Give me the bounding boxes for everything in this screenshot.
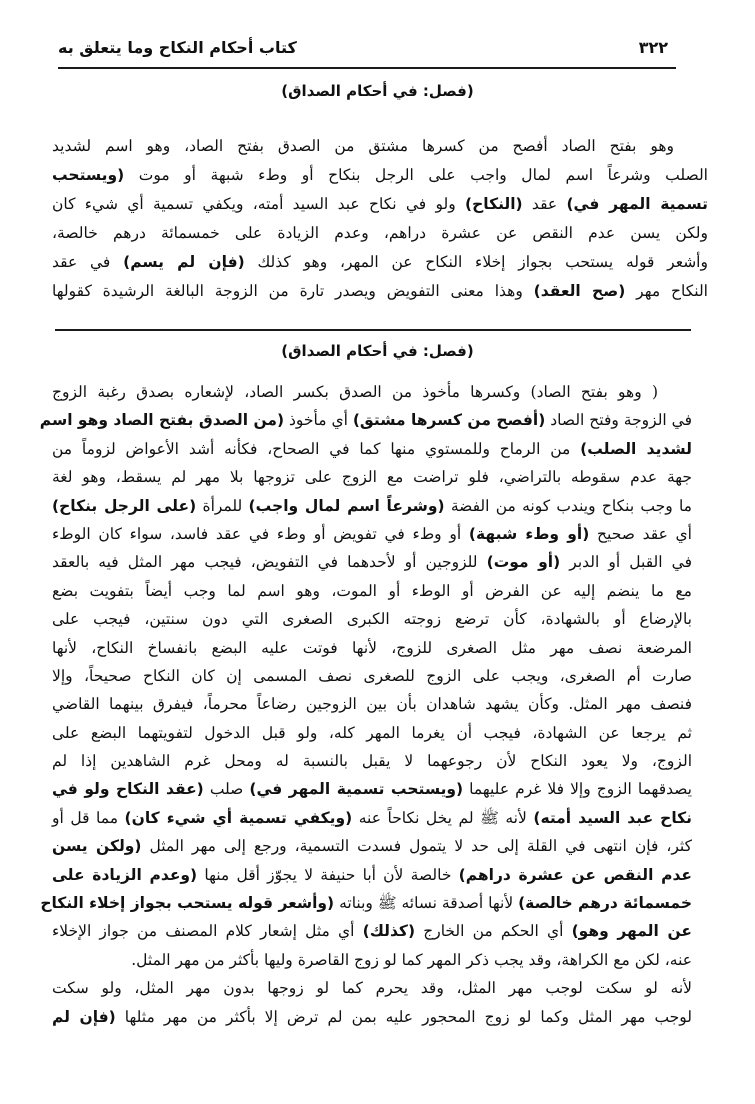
text-line <box>40 889 692 917</box>
text-line <box>52 161 708 190</box>
text-segment: وهذا معنى التفويض ويصدر تارة من الزوجة البالغة الرشيدة كقولها <box>52 282 534 300</box>
text-segment: أي مثل إشعار كلام المصنف من جواز الإخلاء <box>52 922 363 941</box>
text-line <box>52 548 692 576</box>
quoted-matn-phrase: (وأشعر قوله يستحب بجواز إخلاء النكاح <box>40 894 335 913</box>
text-line <box>52 277 708 306</box>
text-segment: لأنها أصدقة نسائه ﷺ وبناته <box>334 894 519 913</box>
text-line <box>39 406 692 434</box>
text-segment: يصدقهما الزوج وإلا فلا غرم عليهما <box>463 780 692 799</box>
text-segment: أي عقد صحيح <box>589 524 692 543</box>
quoted-matn-phrase: (كذلك) <box>362 922 416 941</box>
text-segment: جهة عدم سقوطه بالتراضي، فلو تراضت مع الزوج على تزوجها بلا مهر لم يسقط، وهو لغة <box>52 468 692 487</box>
text-segment: وأشعر قوله يستحب بجواز إخلاء النكاح عن المهر، وهو كذلك <box>244 253 708 271</box>
matn-text-block <box>52 132 708 306</box>
text-line <box>52 190 708 219</box>
text-segment: الزوج، ولا يعود النكاح لأن رجوعهما لا يقبل بالنسبة له ومحل غرم الشاهدين إذا لم <box>52 752 692 771</box>
text-segment: فنصف مهر المثل. وكأن يشهد شاهدان بأن بين الزوجين رضاعاً محرماً، فيفرق بينهما القاضي <box>52 695 692 714</box>
text-line <box>52 1003 692 1031</box>
text-line <box>52 634 692 662</box>
text-segment: للمرأة <box>196 496 249 515</box>
text-line <box>52 520 692 548</box>
text-segment: للزوجين أو لأحدهما في التفويض، فيجب مهر المثل فيه بالعقد <box>52 553 487 572</box>
quoted-matn-phrase: (صح العقد) <box>533 282 626 300</box>
quoted-matn-phrase: عن المهر وهو) <box>571 922 692 941</box>
running-header <box>58 34 676 62</box>
text-segment: الصلب وشرعاً اسم لمال واجب على الرجل بنكاح أو وطء شبهة أو موت <box>124 166 708 184</box>
text-segment: عقد <box>522 195 567 213</box>
text-line <box>52 917 692 945</box>
text-line <box>52 775 692 803</box>
text-line <box>52 605 692 633</box>
text-line <box>52 492 692 520</box>
text-segment: ثم يرجعا عن الشهادة، فيجب أن يغرما المهر كله، ولو قبل الدخول لتفويتهما البضع على <box>52 723 692 742</box>
text-segment: ولكن يسن عدم النقص عن عشرة دراهم، وعدم الزيادة على خمسمائة درهم خالصة، <box>52 224 708 242</box>
quoted-matn-phrase: (عقد النكاح ولو في <box>52 780 204 799</box>
quoted-matn-phrase: (على الرجل بنكاح) <box>52 496 197 515</box>
quoted-matn-phrase: (فإن لم <box>52 1007 116 1026</box>
text-segment: المرضعة نصف مهر مثل الصغرى للزوج، لأنها فوتت عليه البضع بانفساخ النكاح، لأنها <box>52 638 692 657</box>
text-line <box>52 861 692 889</box>
text-segment: خالصة لأن أبا حنيفة لا يجوّز أقل منها <box>197 865 459 884</box>
text-segment: في القبل أو الدبر <box>560 553 692 572</box>
quoted-matn-phrase: تسمية المهر في) <box>566 195 708 213</box>
text-segment: مما قل أو <box>52 808 125 827</box>
text-segment: صلب <box>203 780 250 799</box>
text-line <box>52 832 692 860</box>
header-rule <box>58 67 676 69</box>
text-line <box>52 248 708 277</box>
text-segment: مع ما ينضم إليه عن الفرض أو الوطء أو الموت، وهو اسم لما وجب أيضاً بتفويت بضع <box>52 581 692 600</box>
text-segment: وهو بفتح الصاد أفصح من كسرها مشتق من الصدق بفتح الصاد، وهو اسم لشديد <box>52 137 674 155</box>
matn-section-heading: (فصل: في أحكام الصداق) <box>281 82 474 100</box>
text-line <box>52 662 692 690</box>
quoted-matn-phrase: (ويستحب تسمية المهر في) <box>249 780 464 799</box>
matn-sharh-separator <box>55 329 691 331</box>
quoted-matn-phrase: (النكاح) <box>465 195 523 213</box>
text-line <box>52 463 692 491</box>
quoted-matn-phrase: (وعدم الزيادة على <box>52 865 198 884</box>
quoted-matn-phrase: (ولكن يسن <box>52 837 142 856</box>
text-segment: أي الحكم من الخارج <box>415 922 572 941</box>
quoted-matn-phrase: عدم النقص عن عشرة دراهم) <box>458 865 692 884</box>
text-segment: في الزوجة وفتح الصاد <box>545 411 692 430</box>
quoted-matn-phrase: (ويستحب <box>52 166 125 184</box>
text-line <box>52 690 692 718</box>
sharh-section-heading: (فصل: في أحكام الصداق) <box>281 342 474 360</box>
text-segment: أي مأخوذ <box>284 411 353 430</box>
text-segment: أو وطء في تفويض أو وطء في عقد فاسد، سواء كان الوطء <box>52 524 469 543</box>
page-number: ٣٢٢ <box>638 38 668 57</box>
text-segment: بالإرضاع أو بالشهادة، كأن ترضع زوجته الكبرى الصغرى التي دون سنتين، فيجب على <box>52 610 692 629</box>
text-segment: ولو في نكاح عبد السيد أمته، ويكفي تسمية أي شيء كان <box>52 195 465 213</box>
text-line <box>52 719 692 747</box>
text-segment: النكاح مهر <box>625 282 708 300</box>
quoted-matn-phrase: (ويكفي تسمية أي شيء كان) <box>124 808 353 827</box>
text-segment: ما وجب بنكاح ويندب كونه من الفضة <box>444 496 692 515</box>
text-line <box>52 435 692 463</box>
quoted-matn-phrase: خمسمائة درهم خالصة) <box>518 894 692 913</box>
text-line <box>52 747 692 775</box>
text-line <box>52 804 692 832</box>
quoted-matn-phrase: (من الصدق بفتح الصاد وهو اسم <box>39 411 285 430</box>
quoted-matn-phrase: (فإن لم يسم) <box>123 253 245 271</box>
text-line <box>52 219 708 248</box>
text-line <box>52 132 708 161</box>
text-segment: في عقد <box>52 253 124 271</box>
quoted-matn-phrase: لشديد الصلب) <box>580 439 692 458</box>
text-line <box>52 577 692 605</box>
text-segment: صارت أم الصغرى، ويجب على الزوج للصغرى نصف المسمى إن كان النكاح صحيحاً، وإلا <box>52 666 692 685</box>
text-segment: لأنه لو سكت لوجب مهر المثل، وقد يحرم كما لو زوجها بدون مهر المثل، ولو سكت <box>52 979 692 998</box>
running-header-title: كتاب أحكام النكاح وما يتعلق به <box>58 38 297 57</box>
quoted-matn-phrase: (أو موت) <box>486 553 561 572</box>
text-segment: ( وهو بفتح الصاد) وكسرها مأخوذ من الصدق بكسر الصاد، لإشعاره بصدق رغبة الزوج <box>52 383 658 401</box>
text-line <box>52 946 692 974</box>
sharh-text-block <box>39 378 692 1031</box>
text-segment: عنه، لكن مع الكراهة، وقد يجب ذكر المهر كما لو زوج القاصرة وليها بأكثر من مهر المثل. <box>131 950 692 969</box>
text-line <box>52 378 692 406</box>
quoted-matn-phrase: (أو وطء شبهة) <box>468 524 590 543</box>
text-segment: لوجب مهر المثل وكما لو زوج المحجور عليه بمن لم ترض إلا بأكثر من مهر مثلها <box>115 1007 692 1026</box>
text-line <box>52 974 692 1002</box>
text-segment: من الرماح وللمستوي منها كما في الصحاح، فكأنه أشد الأعواض لزوماً من <box>52 439 581 458</box>
quoted-matn-phrase: (أفصح من كسرها مشتق) <box>352 411 546 430</box>
quoted-matn-phrase: نكاح عبد السيد أمته) <box>533 808 692 827</box>
text-segment: كثر، فإن انتهى في القلة إلى حد لا يتمول فسدت التسمية، ورجع إلى مهر المثل <box>141 837 692 856</box>
quoted-matn-phrase: (وشرعاً اسم لمال واجب) <box>248 496 445 515</box>
text-segment: لأنه ﷺ لم يخل نكاحاً عنه <box>352 808 534 827</box>
